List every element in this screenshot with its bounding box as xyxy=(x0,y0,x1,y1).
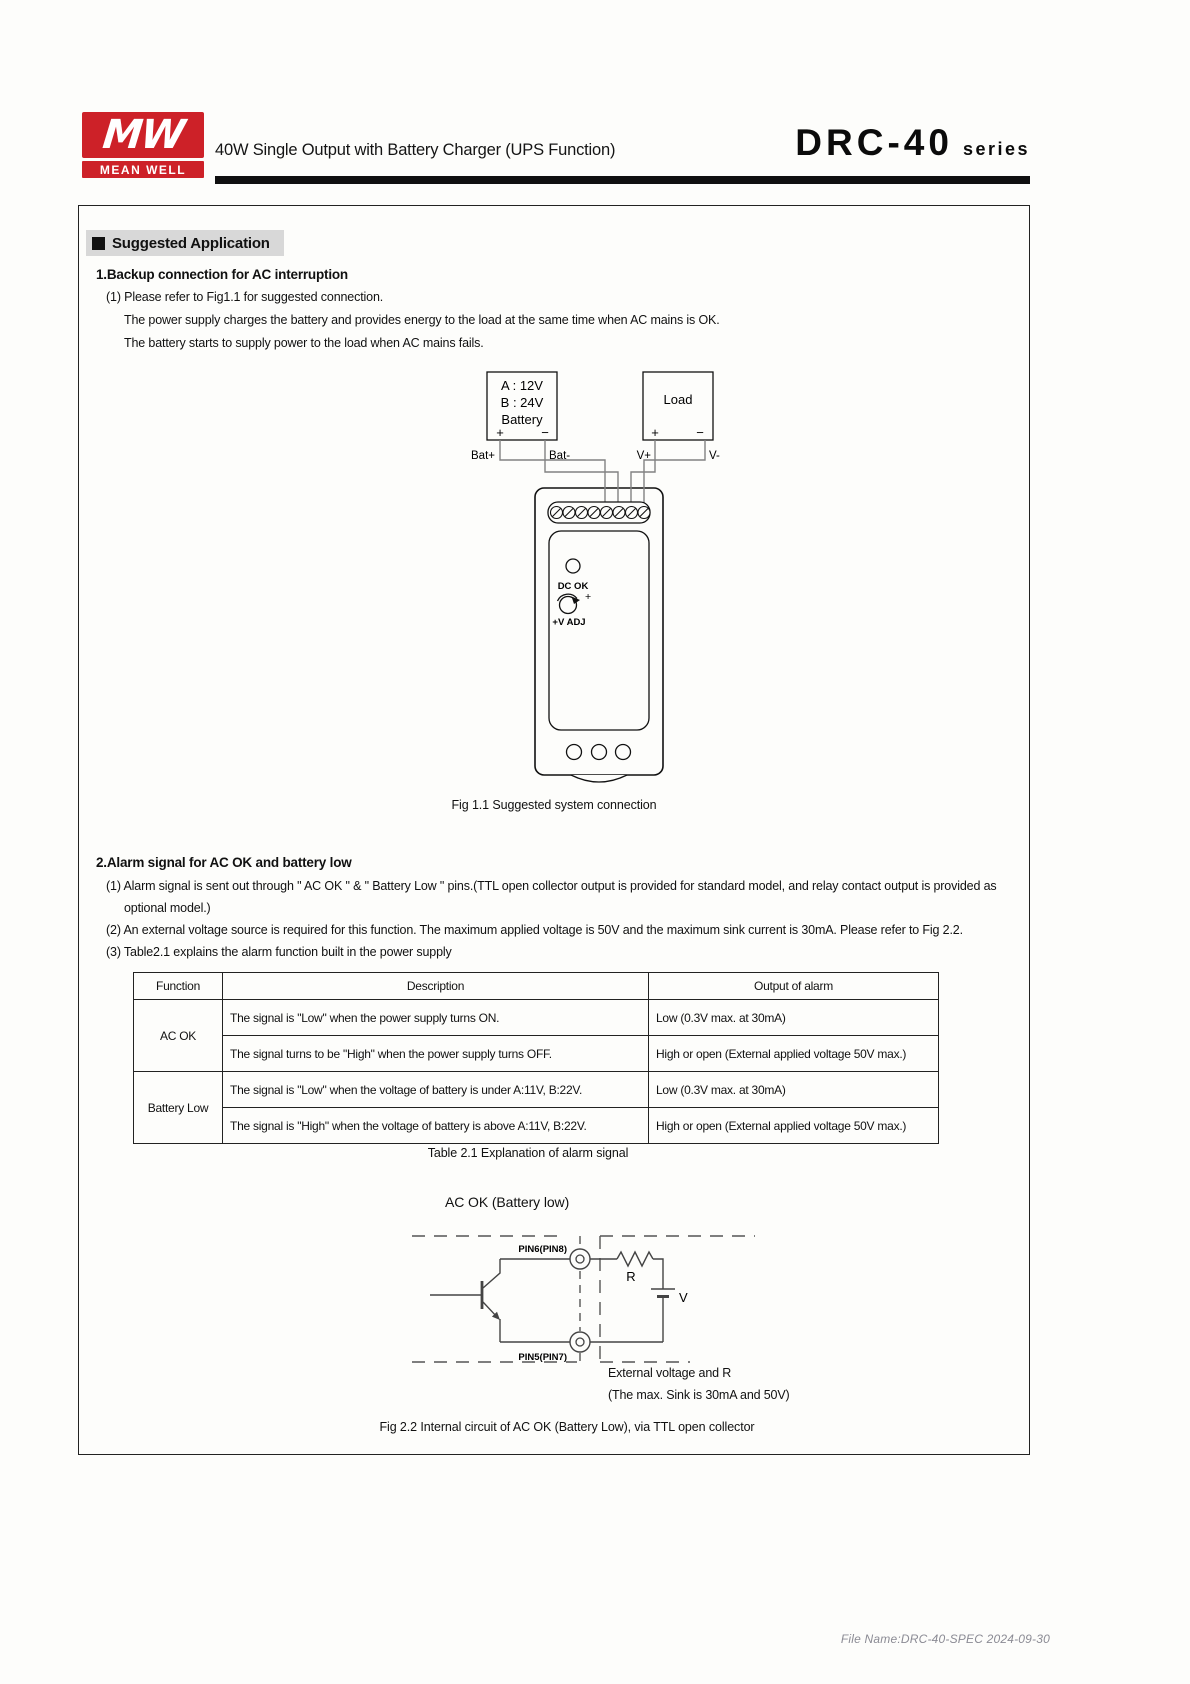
circuit-wires xyxy=(430,1252,675,1342)
table-row xyxy=(134,1000,939,1036)
cell-output: High or open (External applied voltage 50V max.) xyxy=(649,1036,939,1072)
fig1-caption: Fig 1.1 Suggested system connection xyxy=(451,798,657,812)
alarm-line-3: (3) Table2.1 explains the alarm function built in the power supply xyxy=(106,945,452,959)
section-header-suggested-application xyxy=(86,230,284,256)
logo-mw-glyph: MW xyxy=(100,112,186,158)
model-block xyxy=(795,122,1030,164)
cell-output: Low (0.3V max. at 30mA) xyxy=(649,1072,939,1108)
section-title: Suggested Application xyxy=(112,234,270,252)
backup-line-2: The power supply charges the battery and provides energy to the load at the same time when AC mains is OK. xyxy=(124,313,720,327)
load-plus: + xyxy=(651,425,659,440)
v-minus-label: V- xyxy=(709,450,720,462)
col-header-output: Output of alarm xyxy=(649,973,939,1000)
cell-output: High or open (External applied voltage 50V max.) xyxy=(649,1108,939,1144)
meanwell-logo xyxy=(82,112,204,178)
alarm-heading: 2.Alarm signal for AC OK and battery low xyxy=(96,855,352,870)
psu-front-panel xyxy=(549,531,649,730)
dc-ok-led-icon xyxy=(566,559,580,573)
model-series-label: series xyxy=(962,139,1030,159)
fig1-diagram xyxy=(400,362,820,817)
col-header-description: Description xyxy=(223,973,649,1000)
load-box xyxy=(643,372,713,440)
bat-minus-label: Bat- xyxy=(549,450,571,462)
alarm-line-1a: (1) Alarm signal is sent out through " AC OK " & " Battery Low " pins.(TTL open collector output is provided for standard model, and relay contact output is provided as xyxy=(106,879,997,893)
fig2-title: AC OK (Battery low) xyxy=(445,1194,570,1210)
fig2-note-1: External voltage and R xyxy=(608,1366,732,1380)
cell-desc: The signal is "Low" when the power supply turns ON. xyxy=(223,1000,649,1036)
battery-line2: B : 24V xyxy=(500,395,544,410)
section-marker-icon xyxy=(92,237,105,250)
battery-box xyxy=(487,372,557,440)
fig2-note-2: (The max. Sink is 30mA and 50V) xyxy=(608,1388,790,1402)
model-name: DRC-40 xyxy=(795,122,953,163)
pin5-label: PIN5(PIN7) xyxy=(518,1352,567,1363)
cell-desc: The signal is "Low" when the voltage of battery is under A:11V, B:22V. xyxy=(223,1072,649,1108)
battery-line3: Battery xyxy=(501,412,543,427)
table-row xyxy=(134,1108,939,1144)
bat-plus-label: Bat+ xyxy=(471,450,495,462)
backup-line-3: The battery starts to supply power to the load when AC mains fails. xyxy=(124,336,484,350)
header-divider xyxy=(215,176,1030,184)
resistor-label: R xyxy=(626,1269,636,1284)
din-tab xyxy=(571,775,627,782)
page-title: 40W Single Output with Battery Charger (UPS Function) xyxy=(215,141,616,159)
battery-line1: A : 12V xyxy=(501,378,543,393)
footer-filename: File Name:DRC-40-SPEC 2024-09-30 xyxy=(840,1632,1050,1646)
load-minus: − xyxy=(696,425,704,440)
battery-minus: − xyxy=(541,425,549,440)
resistor-icon xyxy=(617,1252,653,1266)
ac-input-terminals xyxy=(567,745,631,760)
cell-function-acok: AC OK xyxy=(134,1000,223,1072)
fig2-caption: Fig 2.2 Internal circuit of AC OK (Battery Low), via TTL open collector xyxy=(379,1420,755,1434)
logo-brand-label: MEAN WELL xyxy=(82,161,204,178)
battery-plus: + xyxy=(496,425,504,440)
cell-desc: The signal is "High" when the voltage of battery is above A:11V, B:22V. xyxy=(223,1108,649,1144)
dc-ok-label: DC OK xyxy=(557,581,589,592)
v-adj-plus: + xyxy=(585,591,592,603)
load-label: Load xyxy=(663,392,693,407)
cell-function-batterylow: Battery Low xyxy=(134,1072,223,1144)
table-caption: Table 2.1 Explanation of alarm signal xyxy=(427,1146,629,1160)
fig2-circuit xyxy=(395,1228,805,1378)
table-row xyxy=(134,1072,939,1108)
pin6-label: PIN6(PIN8) xyxy=(518,1244,567,1255)
voltage-label: V xyxy=(679,1290,688,1305)
alarm-table xyxy=(133,972,939,1144)
terminal-block xyxy=(548,502,650,523)
cell-desc: The signal turns to be "High" when the power supply turns OFF. xyxy=(223,1036,649,1072)
backup-line-1: (1) Please refer to Fig1.1 for suggested connection. xyxy=(106,290,384,304)
meanwell-logo-icon xyxy=(82,112,204,158)
alarm-line-2: (2) An external voltage source is required for this function. The maximum applied voltage is 50V and the maximum sink current is 30mA. Please refer to Fig 2.2. xyxy=(106,923,963,937)
alarm-line-1b: optional model.) xyxy=(124,901,211,915)
backup-heading: 1.Backup connection for AC interruption xyxy=(96,267,348,282)
table-row xyxy=(134,1036,939,1072)
v-plus-label: V+ xyxy=(636,450,651,462)
col-header-function: Function xyxy=(134,973,223,1000)
v-adj-label: +V ADJ xyxy=(552,617,586,628)
cell-output: Low (0.3V max. at 30mA) xyxy=(649,1000,939,1036)
table-header-row xyxy=(134,973,939,1000)
